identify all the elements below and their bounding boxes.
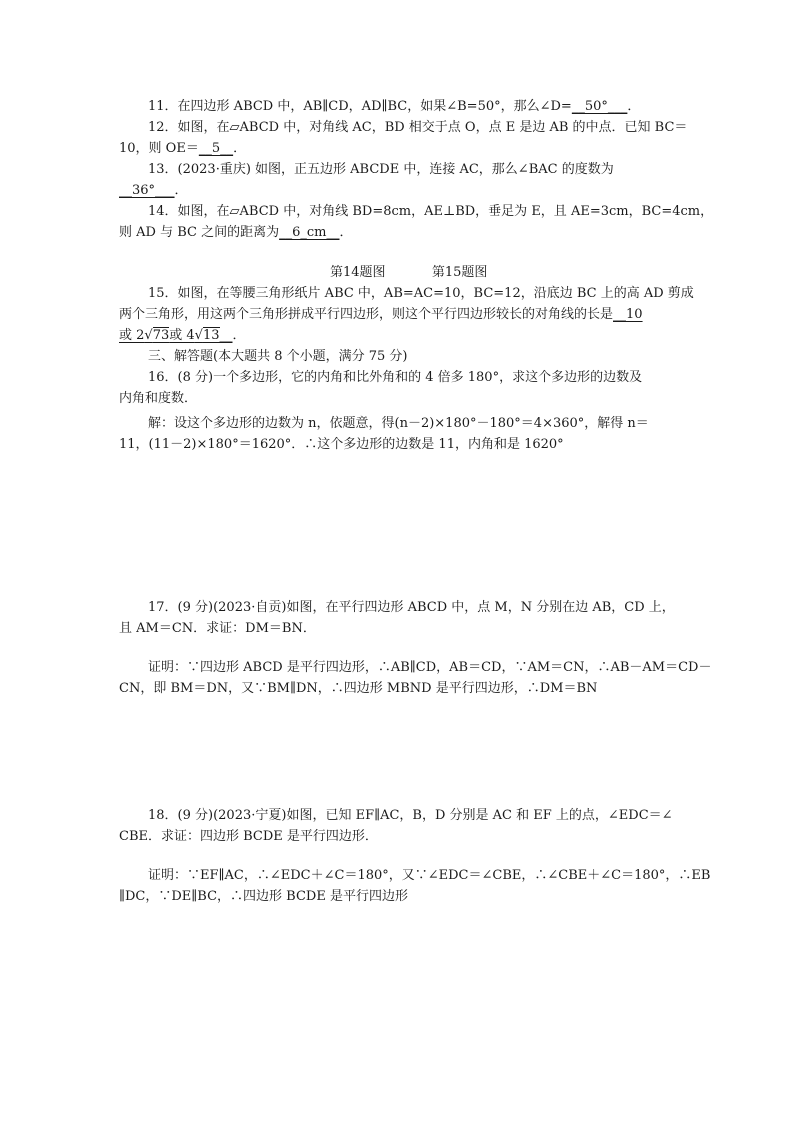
q13-line1: 13．(2023·重庆) 如图，正五边形 ABCDE 中，连接 AC，那么∠BAC 的度数为: [148, 162, 614, 177]
q12-line2: [119, 139, 246, 159]
q14-line2: [119, 223, 353, 243]
q12-line2-text: 10，则 OE＝: [119, 141, 199, 156]
q15-line1: 15．如图，在等腰三角形纸片 ABC 中，AB=AC=10，BC=12，沿底边 BC 上的高 AD 剪成: [148, 286, 694, 301]
q14-line2-text: 则 AD 与 BC 之间的距离为: [119, 225, 280, 240]
q15-end: ．: [232, 328, 246, 343]
q13-line2: [119, 181, 188, 201]
q15-answer-or-a: 或 2: [119, 328, 145, 343]
q17-solution-line1: 证明：∵四边形 ABCD 是平行四边形，∴AB∥CD，AB＝CD，∵AM＝CN，∴AB－AM＝CD－: [148, 660, 712, 675]
q17-line2: 且 AM＝CN．求证：DM＝BN．: [119, 621, 316, 636]
sqrt-sign: √: [194, 328, 203, 343]
q11-end: ．: [627, 99, 641, 114]
q11-answer: __50°___: [571, 99, 628, 114]
q15-answer-or-b: 或 4: [169, 328, 195, 343]
sqrt-sign: √: [144, 328, 153, 343]
q15-line2: [119, 305, 643, 325]
fig15-label: 第15题图: [431, 265, 488, 280]
q17-line1: 17．(9 分)(2023·自贡)如图，在平行四边形 ABCD 中，点 M，N 分别在边 AB，CD 上，: [148, 600, 675, 615]
q15-line2-text: 两个三角形，用这两个三角形拼成平行四边形，则这个平行四边形较长的对角线的长是: [119, 307, 614, 322]
q15-sqrt1: 73: [152, 328, 170, 343]
q15-answer-part1: __10: [613, 307, 643, 322]
figure-labels: [330, 263, 487, 283]
q12-end: ．: [233, 141, 247, 156]
q14-line1: 14．如图，在▱ABCD 中，对角线 BD=8cm，AE⊥BD，垂足为 E，且 AE=3cm，BC=4cm，: [148, 204, 714, 219]
q12-answer: __5__: [198, 141, 234, 156]
q13-end: ．: [174, 183, 188, 198]
q15-line3: [119, 326, 246, 346]
q15-sqrt2: 13: [202, 328, 220, 343]
q11-line: [148, 97, 640, 117]
q12-line1: 12．如图，在▱ABCD 中，对角线 AC，BD 相交于点 O，点 E 是边 AB 的中点．已知 BC＝: [148, 120, 688, 135]
q17-solution-line2: CN，即 BM＝DN，又∵BM∥DN，∴四边形 MBND 是平行四边形，∴DM＝BN: [119, 681, 598, 696]
q16-line2: 内角和度数．: [119, 391, 198, 406]
section3-heading: 三、解答题(本大题共 8 个小题，满分 75 分): [148, 349, 408, 364]
q14-end: ．: [339, 225, 353, 240]
q15-answer-tail: __: [219, 328, 233, 343]
q16-solution-line2: 11，(11－2)×180°＝1620°．∴这个多边形的边数是 11，内角和是 1620°: [119, 437, 564, 452]
q13-answer: __36°___: [119, 183, 175, 198]
q18-line1: 18．(9 分)(2023·宁夏)如图，已知 EF∥AC，B，D 分别是 AC 和 EF 上的点，∠EDC＝∠: [148, 808, 673, 823]
q18-line2: CBE．求证：四边形 BCDE 是平行四边形．: [119, 829, 378, 844]
q18-solution-line2: ∥DC，∵DE∥BC，∴四边形 BCDE 是平行四边形: [119, 889, 408, 904]
q16-solution-line1: 解：设这个多边形的边数为 n，依题意，得(n－2)×180°－180°＝4×360°，解得 n＝: [148, 416, 649, 431]
q11-text: 11．在四边形 ABCD 中，AB∥CD，AD∥BC，如果∠B=50°，那么∠D=: [148, 99, 572, 114]
q16-line1: 16．(8 分)一个多边形，它的内角和比外角和的 4 倍多 180°，求这个多边形的边数及: [148, 370, 643, 385]
q14-answer: __6_cm__: [279, 225, 340, 240]
q18-solution-line1: 证明：∵EF∥AC，∴∠EDC＋∠C＝180°，又∵∠EDC＝∠CBE，∴∠CBE＋∠C＝180°，∴EB: [148, 868, 711, 883]
fig14-label: 第14题图: [330, 265, 386, 280]
